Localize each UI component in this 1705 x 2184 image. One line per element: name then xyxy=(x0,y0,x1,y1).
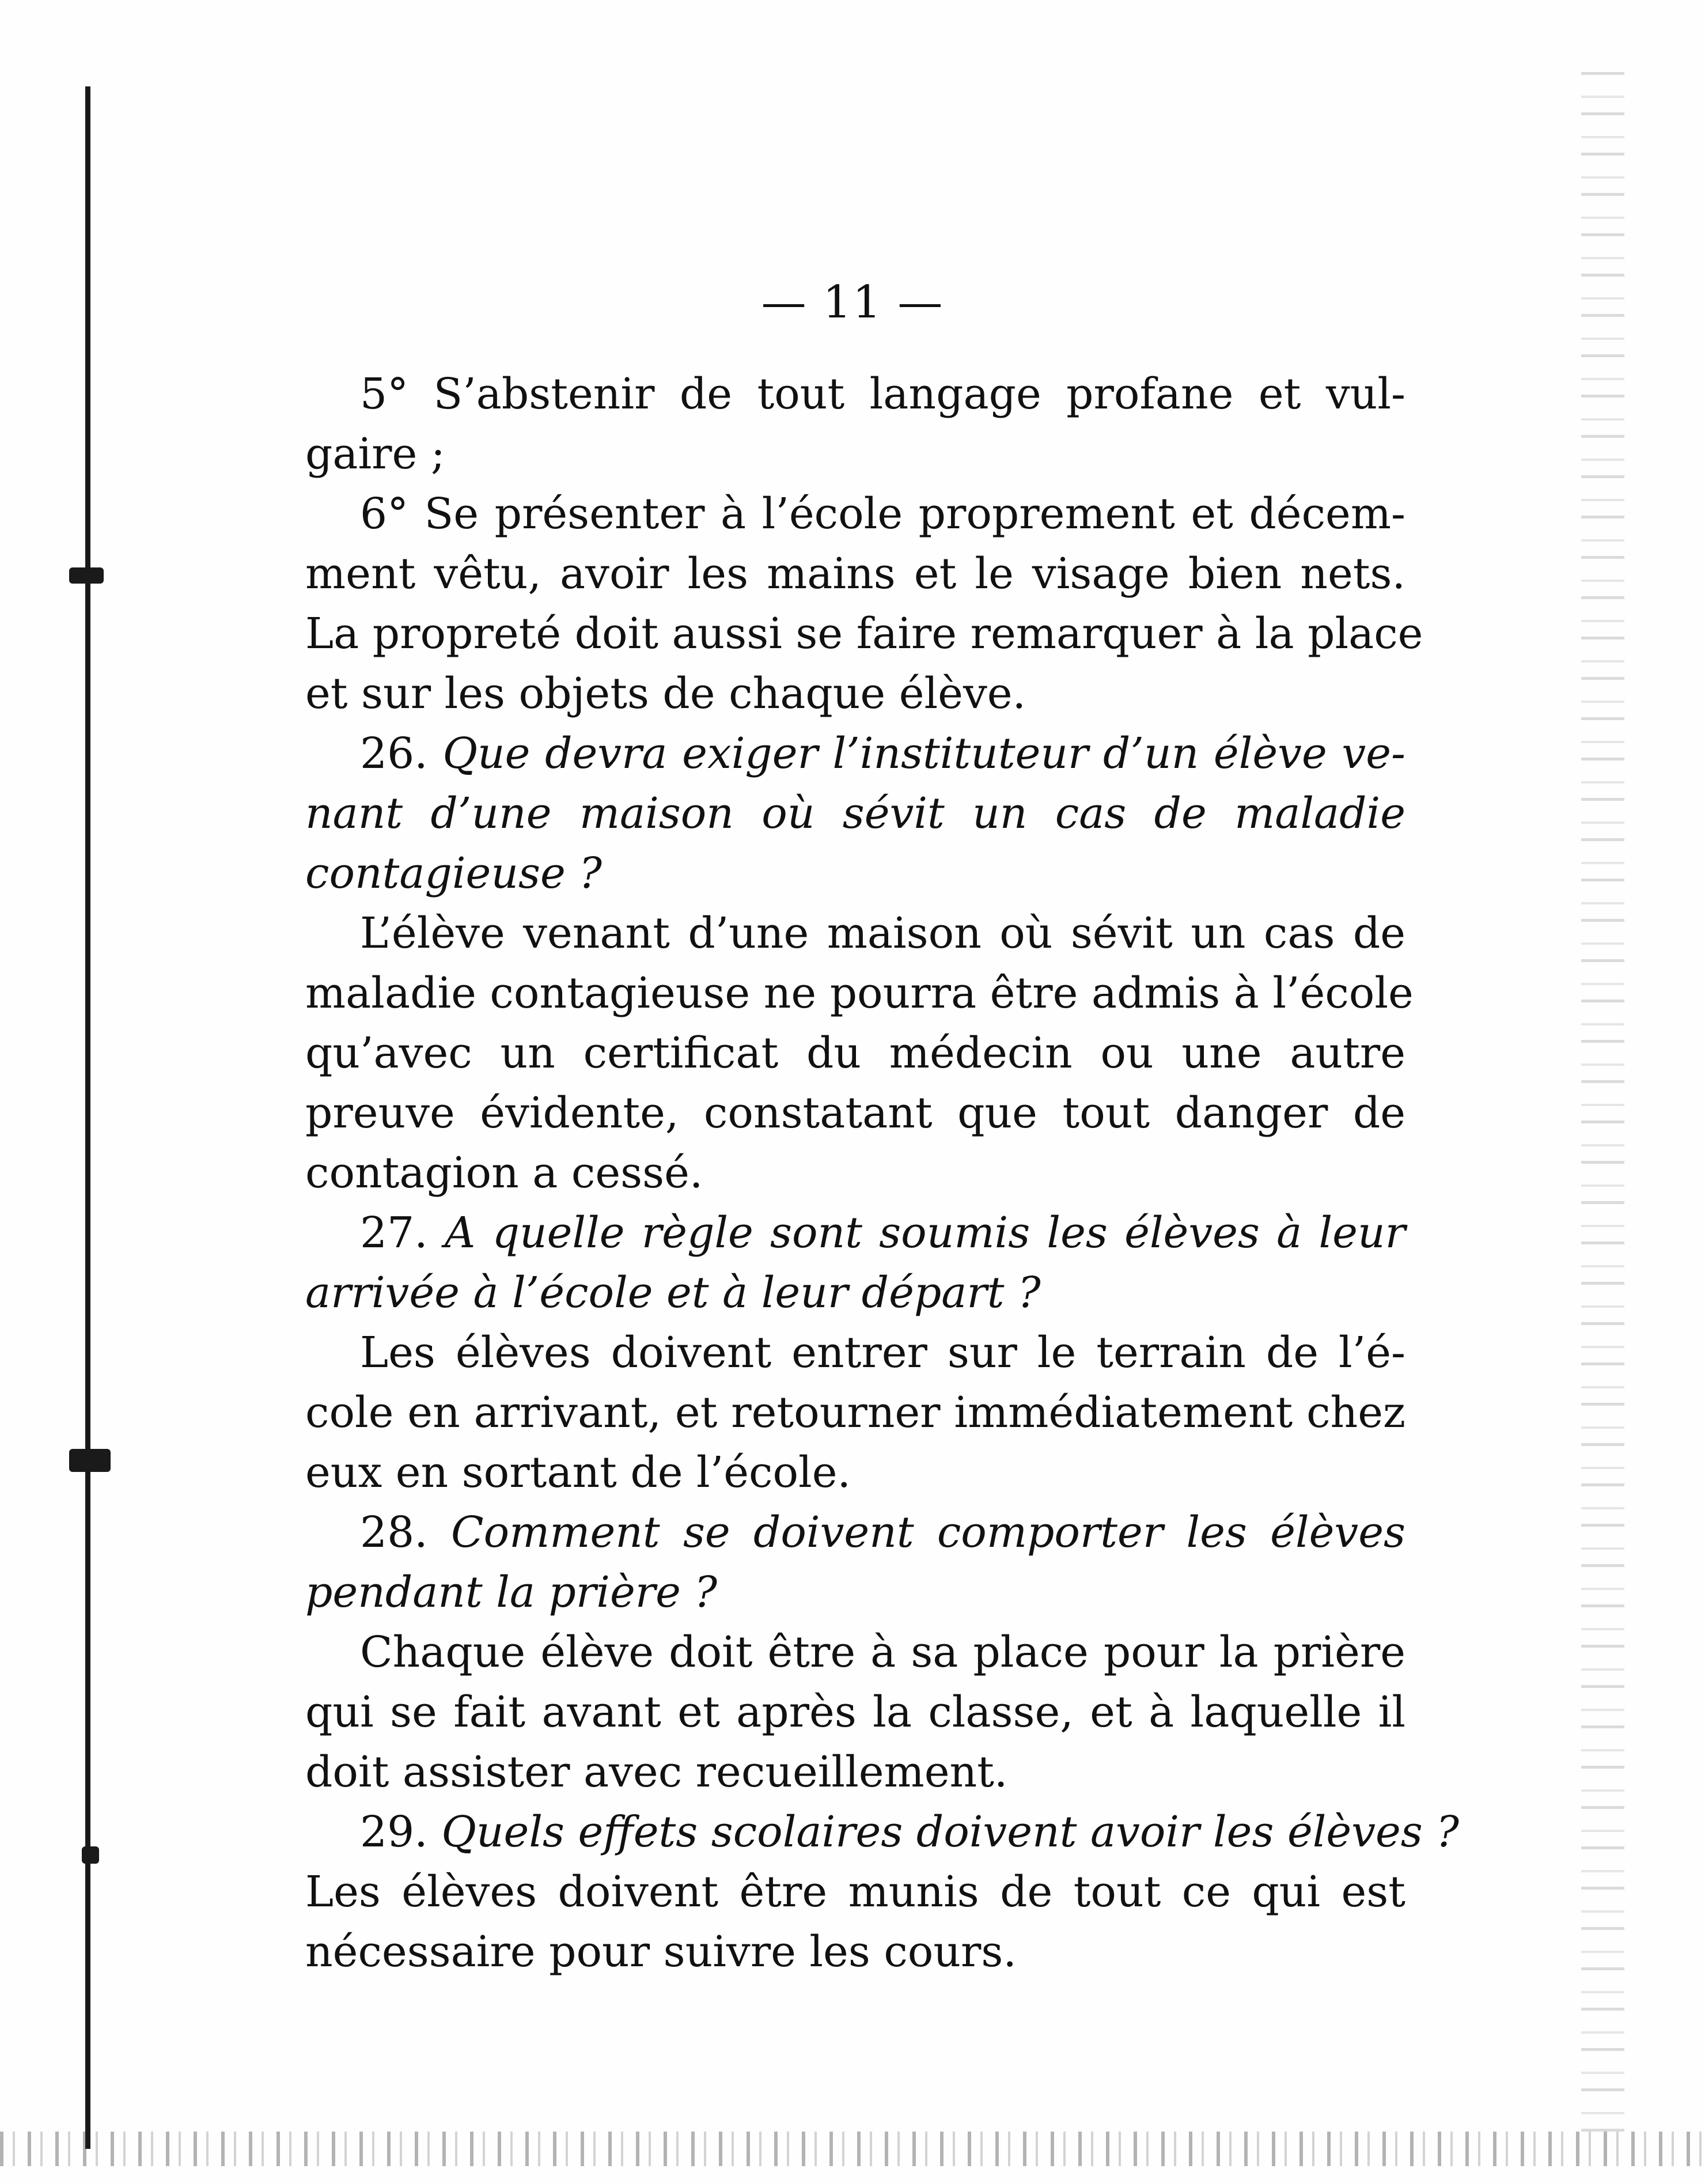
text-line xyxy=(305,1682,1405,1742)
line-text: eux en sortant de l’école. xyxy=(305,1448,851,1497)
question-text: Que devra exiger l’instituteur d’un élève ve- xyxy=(442,729,1405,778)
body-text xyxy=(305,364,1459,1982)
question-text: A quelle règle sont soumis les élèves à leur xyxy=(444,1208,1405,1258)
line-text: Les élèves doivent entrer sur le terrain de l’é- xyxy=(360,1328,1405,1377)
question-text: contagieuse ? xyxy=(305,849,602,898)
question-text: Comment se doivent comporter les élèves xyxy=(450,1508,1406,1557)
line-text: et sur les objets de chaque élève. xyxy=(305,669,1026,718)
question-line xyxy=(305,1802,1459,1862)
binding-mark xyxy=(69,567,104,584)
text-line xyxy=(305,1083,1405,1143)
text-line xyxy=(305,1383,1405,1443)
question-number: 28. xyxy=(360,1508,451,1557)
question-line xyxy=(305,783,1405,843)
text-line xyxy=(305,1023,1405,1083)
binding-mark xyxy=(82,1846,99,1864)
line-text: L’élève venant d’une maison où sévit un cas de xyxy=(360,909,1405,958)
text-line xyxy=(305,664,1405,724)
line-text: 6° Se présenter à l’école proprement et décem- xyxy=(360,489,1405,539)
line-text: ment vêtu, avoir les mains et le visage bien nets. xyxy=(305,549,1405,599)
line-text: cole en arrivant, et retourner immédiatement chez xyxy=(305,1388,1405,1437)
question-line xyxy=(305,1562,1405,1622)
line-text: qu’avec un certificat du médecin ou une autre xyxy=(305,1028,1405,1078)
question-number: 27. xyxy=(360,1208,445,1258)
question-line xyxy=(305,1203,1405,1263)
text-line xyxy=(305,1922,1405,1982)
text-line xyxy=(305,1143,1405,1203)
line-text: gaire ; xyxy=(305,429,445,479)
line-text: preuve évidente, constatant que tout danger de xyxy=(305,1088,1405,1138)
page-edge-noise xyxy=(1581,58,1624,2132)
question-line xyxy=(305,1502,1405,1562)
text-line xyxy=(305,424,1405,484)
text-line xyxy=(305,1622,1405,1682)
text-line xyxy=(305,1862,1405,1922)
line-text: qui se fait avant et après la classe, et à laquelle il xyxy=(305,1687,1405,1737)
question-text: pendant la prière ? xyxy=(305,1568,718,1617)
question-text: Quels effets scolaires doivent avoir les élèves ? xyxy=(441,1807,1459,1857)
line-text: contagion a cessé. xyxy=(305,1148,703,1198)
line-text: nécessaire pour suivre les cours. xyxy=(305,1927,1017,1977)
question-number: 29. xyxy=(360,1807,442,1857)
page-number: — 11 — xyxy=(761,277,944,328)
page-edge-noise xyxy=(0,2132,1705,2166)
text-line xyxy=(305,1323,1405,1383)
question-text: nant d’une maison où sévit un cas de maladie xyxy=(305,789,1405,838)
question-line xyxy=(305,1263,1405,1323)
question-number: 26. xyxy=(360,729,443,778)
text-line xyxy=(305,1443,1405,1502)
line-text: maladie contagieuse ne pourra être admis à l’école xyxy=(305,968,1414,1018)
text-line xyxy=(305,903,1405,963)
text-line xyxy=(305,1742,1405,1802)
question-line xyxy=(305,724,1405,783)
binding-mark xyxy=(69,1449,111,1472)
text-line xyxy=(305,544,1405,604)
line-text: 5° S’abstenir de tout langage profane et vul- xyxy=(360,369,1405,419)
line-text: doit assister avec recueillement. xyxy=(305,1747,1008,1797)
line-text: Chaque élève doit être à sa place pour la prière xyxy=(360,1627,1405,1677)
line-text: Les élèves doivent être munis de tout ce qui est xyxy=(305,1867,1405,1917)
binding-line xyxy=(85,86,90,2149)
line-text: La propreté doit aussi se faire remarquer à la place xyxy=(305,609,1423,658)
text-line xyxy=(305,364,1405,424)
text-line xyxy=(305,484,1405,544)
question-text: arrivée à l’école et à leur départ ? xyxy=(305,1268,1041,1318)
text-line xyxy=(305,963,1414,1023)
question-line xyxy=(305,843,1405,903)
text-line xyxy=(305,604,1423,664)
